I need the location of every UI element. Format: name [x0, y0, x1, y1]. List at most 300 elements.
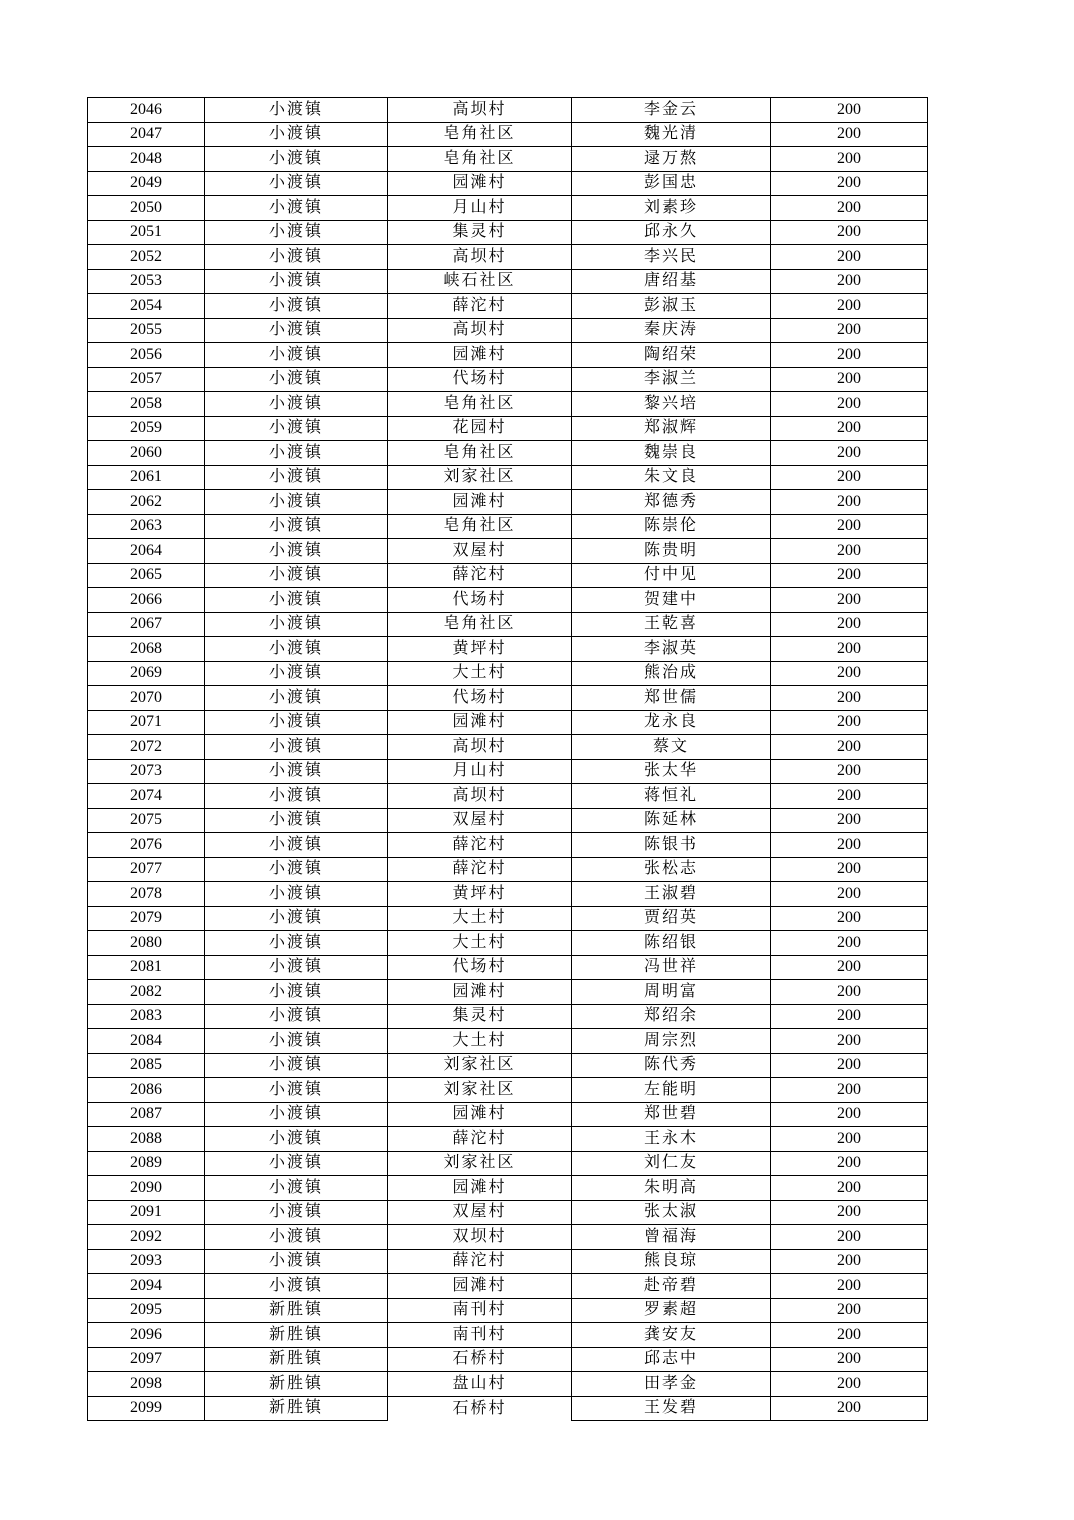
amount-cell: 200	[771, 710, 928, 735]
person-name-cell: 王永木	[572, 1127, 771, 1152]
town-cell: 小渡镇	[205, 465, 388, 490]
town-cell: 小渡镇	[205, 808, 388, 833]
serial-number-cell: 2057	[88, 367, 205, 392]
person-name-cell: 龚安友	[572, 1323, 771, 1348]
table-row	[88, 1151, 928, 1176]
table-row	[88, 563, 928, 588]
town-cell: 小渡镇	[205, 196, 388, 221]
amount-cell: 200	[771, 294, 928, 319]
village-cell: 双坝村	[388, 1225, 572, 1250]
village-cell: 南刊村	[388, 1323, 572, 1348]
person-name-cell: 蔡文	[572, 735, 771, 760]
amount-cell: 200	[771, 857, 928, 882]
table-row	[88, 612, 928, 637]
village-cell: 峡石社区	[388, 269, 572, 294]
table-row	[88, 808, 928, 833]
person-name-cell: 郑世儒	[572, 686, 771, 711]
village-cell: 花园村	[388, 416, 572, 441]
serial-number-cell: 2081	[88, 955, 205, 980]
table-row	[88, 539, 928, 564]
serial-number-cell: 2073	[88, 759, 205, 784]
person-name-cell: 贾绍英	[572, 906, 771, 931]
person-name-cell: 陶绍荣	[572, 343, 771, 368]
table-row	[88, 661, 928, 686]
town-cell: 小渡镇	[205, 220, 388, 245]
table-row	[88, 1004, 928, 1029]
table-row	[88, 1372, 928, 1397]
amount-cell: 200	[771, 1249, 928, 1274]
serial-number-cell: 2082	[88, 980, 205, 1005]
village-cell: 黄坪村	[388, 637, 572, 662]
table-row	[88, 441, 928, 466]
serial-number-cell: 2080	[88, 931, 205, 956]
town-cell: 小渡镇	[205, 1053, 388, 1078]
serial-number-cell: 2055	[88, 318, 205, 343]
person-name-cell: 张太华	[572, 759, 771, 784]
village-cell: 刘家社区	[388, 465, 572, 490]
serial-number-cell: 2076	[88, 833, 205, 858]
serial-number-cell: 2046	[88, 98, 205, 123]
town-cell: 小渡镇	[205, 833, 388, 858]
town-cell: 新胜镇	[205, 1347, 388, 1372]
town-cell: 小渡镇	[205, 1200, 388, 1225]
table-row	[88, 1053, 928, 1078]
town-cell: 小渡镇	[205, 1127, 388, 1152]
person-name-cell: 熊良琼	[572, 1249, 771, 1274]
amount-cell: 200	[771, 98, 928, 123]
person-name-cell: 魏崇良	[572, 441, 771, 466]
serial-number-cell: 2083	[88, 1004, 205, 1029]
table-row	[88, 220, 928, 245]
town-cell: 小渡镇	[205, 392, 388, 417]
table-row	[88, 514, 928, 539]
table-row	[88, 1323, 928, 1348]
person-name-cell: 张松志	[572, 857, 771, 882]
table-row	[88, 637, 928, 662]
serial-number-cell: 2088	[88, 1127, 205, 1152]
town-cell: 小渡镇	[205, 1225, 388, 1250]
table-row	[88, 1298, 928, 1323]
serial-number-cell: 2058	[88, 392, 205, 417]
village-cell: 皂角社区	[388, 612, 572, 637]
table-row	[88, 1176, 928, 1201]
amount-cell: 200	[771, 392, 928, 417]
person-name-cell: 左能明	[572, 1078, 771, 1103]
amount-cell: 200	[771, 441, 928, 466]
person-name-cell: 李淑兰	[572, 367, 771, 392]
roster-table-body	[88, 98, 928, 1421]
person-name-cell: 陈绍银	[572, 931, 771, 956]
town-cell: 小渡镇	[205, 710, 388, 735]
serial-number-cell: 2065	[88, 563, 205, 588]
serial-number-cell: 2063	[88, 514, 205, 539]
amount-cell: 200	[771, 1004, 928, 1029]
table-row	[88, 245, 928, 270]
village-cell: 双屋村	[388, 808, 572, 833]
person-name-cell: 贺建中	[572, 588, 771, 613]
amount-cell: 200	[771, 1225, 928, 1250]
amount-cell: 200	[771, 416, 928, 441]
amount-cell: 200	[771, 1298, 928, 1323]
person-name-cell: 魏光清	[572, 122, 771, 147]
town-cell: 小渡镇	[205, 122, 388, 147]
person-name-cell: 王乾喜	[572, 612, 771, 637]
village-cell: 园滩村	[388, 710, 572, 735]
village-cell: 双屋村	[388, 1200, 572, 1225]
person-name-cell: 曾福海	[572, 1225, 771, 1250]
amount-cell: 200	[771, 1372, 928, 1397]
table-row	[88, 490, 928, 515]
serial-number-cell: 2085	[88, 1053, 205, 1078]
serial-number-cell: 2051	[88, 220, 205, 245]
village-cell: 皂角社区	[388, 441, 572, 466]
town-cell: 小渡镇	[205, 931, 388, 956]
village-cell: 薛沱村	[388, 1249, 572, 1274]
village-cell: 集灵村	[388, 1004, 572, 1029]
amount-cell: 200	[771, 539, 928, 564]
serial-number-cell: 2078	[88, 882, 205, 907]
serial-number-cell: 2084	[88, 1029, 205, 1054]
table-row	[88, 955, 928, 980]
table-row	[88, 343, 928, 368]
table-row	[88, 98, 928, 123]
table-row	[88, 710, 928, 735]
person-name-cell: 熊治成	[572, 661, 771, 686]
serial-number-cell: 2062	[88, 490, 205, 515]
person-name-cell: 田孝金	[572, 1372, 771, 1397]
village-cell: 园滩村	[388, 1176, 572, 1201]
person-name-cell: 陈崇伦	[572, 514, 771, 539]
amount-cell: 200	[771, 686, 928, 711]
table-row	[88, 147, 928, 172]
town-cell: 小渡镇	[205, 637, 388, 662]
table-row	[88, 784, 928, 809]
amount-cell: 200	[771, 1274, 928, 1299]
village-cell: 大土村	[388, 1029, 572, 1054]
serial-number-cell: 2098	[88, 1372, 205, 1397]
town-cell: 小渡镇	[205, 514, 388, 539]
person-name-cell: 陈银书	[572, 833, 771, 858]
town-cell: 小渡镇	[205, 490, 388, 515]
town-cell: 小渡镇	[205, 441, 388, 466]
person-name-cell: 朱文良	[572, 465, 771, 490]
village-cell: 代场村	[388, 588, 572, 613]
amount-cell: 200	[771, 1053, 928, 1078]
village-cell: 盘山村	[388, 1372, 572, 1397]
table-row	[88, 294, 928, 319]
town-cell: 新胜镇	[205, 1323, 388, 1348]
serial-number-cell: 2053	[88, 269, 205, 294]
village-cell: 高坝村	[388, 98, 572, 123]
person-name-cell: 郑德秀	[572, 490, 771, 515]
table-row	[88, 1127, 928, 1152]
table-row	[88, 367, 928, 392]
table-row	[88, 465, 928, 490]
village-cell: 皂角社区	[388, 514, 572, 539]
person-name-cell: 刘仁友	[572, 1151, 771, 1176]
town-cell: 小渡镇	[205, 882, 388, 907]
village-cell: 石桥村	[388, 1347, 572, 1372]
serial-number-cell: 2066	[88, 588, 205, 613]
town-cell: 小渡镇	[205, 1004, 388, 1029]
town-cell: 小渡镇	[205, 171, 388, 196]
amount-cell: 200	[771, 1396, 928, 1421]
amount-cell: 200	[771, 833, 928, 858]
town-cell: 小渡镇	[205, 416, 388, 441]
town-cell: 小渡镇	[205, 1029, 388, 1054]
village-cell: 双屋村	[388, 539, 572, 564]
table-row	[88, 1249, 928, 1274]
village-cell: 刘家社区	[388, 1151, 572, 1176]
serial-number-cell: 2047	[88, 122, 205, 147]
serial-number-cell: 2068	[88, 637, 205, 662]
person-name-cell: 彭淑玉	[572, 294, 771, 319]
town-cell: 小渡镇	[205, 343, 388, 368]
amount-cell: 200	[771, 882, 928, 907]
town-cell: 小渡镇	[205, 612, 388, 637]
village-cell: 薛沱村	[388, 1127, 572, 1152]
town-cell: 小渡镇	[205, 686, 388, 711]
amount-cell: 200	[771, 490, 928, 515]
village-cell: 石桥村	[388, 1396, 572, 1421]
town-cell: 小渡镇	[205, 588, 388, 613]
person-name-cell: 朱明高	[572, 1176, 771, 1201]
serial-number-cell: 2067	[88, 612, 205, 637]
table-row	[88, 857, 928, 882]
serial-number-cell: 2096	[88, 1323, 205, 1348]
village-cell: 代场村	[388, 367, 572, 392]
table-row	[88, 1102, 928, 1127]
table-row	[88, 980, 928, 1005]
person-name-cell: 罗素超	[572, 1298, 771, 1323]
amount-cell: 200	[771, 955, 928, 980]
village-cell: 园滩村	[388, 343, 572, 368]
serial-number-cell: 2093	[88, 1249, 205, 1274]
person-name-cell: 李兴民	[572, 245, 771, 270]
village-cell: 皂角社区	[388, 392, 572, 417]
table-row	[88, 269, 928, 294]
town-cell: 小渡镇	[205, 1249, 388, 1274]
serial-number-cell: 2095	[88, 1298, 205, 1323]
amount-cell: 200	[771, 318, 928, 343]
table-row	[88, 392, 928, 417]
town-cell: 小渡镇	[205, 735, 388, 760]
serial-number-cell: 2060	[88, 441, 205, 466]
amount-cell: 200	[771, 343, 928, 368]
table-row	[88, 1029, 928, 1054]
town-cell: 小渡镇	[205, 147, 388, 172]
serial-number-cell: 2091	[88, 1200, 205, 1225]
table-row	[88, 1200, 928, 1225]
serial-number-cell: 2089	[88, 1151, 205, 1176]
village-cell: 薛沱村	[388, 294, 572, 319]
serial-number-cell: 2049	[88, 171, 205, 196]
village-cell: 代场村	[388, 686, 572, 711]
serial-number-cell: 2056	[88, 343, 205, 368]
person-name-cell: 王发碧	[572, 1396, 771, 1421]
town-cell: 小渡镇	[205, 269, 388, 294]
table-row	[88, 122, 928, 147]
town-cell: 新胜镇	[205, 1396, 388, 1421]
table-row	[88, 171, 928, 196]
table-row	[88, 882, 928, 907]
serial-number-cell: 2077	[88, 857, 205, 882]
roster-table	[87, 97, 928, 1421]
village-cell: 高坝村	[388, 245, 572, 270]
village-cell: 薛沱村	[388, 563, 572, 588]
village-cell: 园滩村	[388, 1274, 572, 1299]
serial-number-cell: 2064	[88, 539, 205, 564]
amount-cell: 200	[771, 1323, 928, 1348]
town-cell: 小渡镇	[205, 759, 388, 784]
person-name-cell: 邱永久	[572, 220, 771, 245]
town-cell: 小渡镇	[205, 661, 388, 686]
amount-cell: 200	[771, 563, 928, 588]
serial-number-cell: 2090	[88, 1176, 205, 1201]
serial-number-cell: 2071	[88, 710, 205, 735]
village-cell: 高坝村	[388, 318, 572, 343]
town-cell: 小渡镇	[205, 980, 388, 1005]
amount-cell: 200	[771, 147, 928, 172]
person-name-cell: 龙永良	[572, 710, 771, 735]
amount-cell: 200	[771, 661, 928, 686]
amount-cell: 200	[771, 612, 928, 637]
village-cell: 黄坪村	[388, 882, 572, 907]
amount-cell: 200	[771, 1151, 928, 1176]
town-cell: 小渡镇	[205, 906, 388, 931]
table-row	[88, 588, 928, 613]
village-cell: 园滩村	[388, 980, 572, 1005]
town-cell: 新胜镇	[205, 1372, 388, 1397]
village-cell: 月山村	[388, 759, 572, 784]
person-name-cell: 陈代秀	[572, 1053, 771, 1078]
town-cell: 小渡镇	[205, 563, 388, 588]
amount-cell: 200	[771, 1078, 928, 1103]
village-cell: 大土村	[388, 906, 572, 931]
person-name-cell: 赴帝碧	[572, 1274, 771, 1299]
amount-cell: 200	[771, 637, 928, 662]
amount-cell: 200	[771, 1127, 928, 1152]
village-cell: 园滩村	[388, 1102, 572, 1127]
table-row	[88, 931, 928, 956]
village-cell: 园滩村	[388, 490, 572, 515]
person-name-cell: 蒋恒礼	[572, 784, 771, 809]
village-cell: 南刊村	[388, 1298, 572, 1323]
amount-cell: 200	[771, 122, 928, 147]
town-cell: 小渡镇	[205, 857, 388, 882]
village-cell: 月山村	[388, 196, 572, 221]
village-cell: 集灵村	[388, 220, 572, 245]
table-row	[88, 735, 928, 760]
amount-cell: 200	[771, 367, 928, 392]
table-row	[88, 416, 928, 441]
town-cell: 小渡镇	[205, 539, 388, 564]
village-cell: 薛沱村	[388, 857, 572, 882]
serial-number-cell: 2075	[88, 808, 205, 833]
person-name-cell: 李淑英	[572, 637, 771, 662]
person-name-cell: 付中见	[572, 563, 771, 588]
town-cell: 小渡镇	[205, 1151, 388, 1176]
serial-number-cell: 2054	[88, 294, 205, 319]
serial-number-cell: 2074	[88, 784, 205, 809]
table-row	[88, 1347, 928, 1372]
person-name-cell: 黎兴培	[572, 392, 771, 417]
person-name-cell: 陈延林	[572, 808, 771, 833]
village-cell: 园滩村	[388, 171, 572, 196]
amount-cell: 200	[771, 1176, 928, 1201]
town-cell: 新胜镇	[205, 1298, 388, 1323]
serial-number-cell: 2087	[88, 1102, 205, 1127]
town-cell: 小渡镇	[205, 784, 388, 809]
amount-cell: 200	[771, 269, 928, 294]
person-name-cell: 秦庆涛	[572, 318, 771, 343]
amount-cell: 200	[771, 245, 928, 270]
table-row	[88, 318, 928, 343]
person-name-cell: 冯世祥	[572, 955, 771, 980]
serial-number-cell: 2092	[88, 1225, 205, 1250]
amount-cell: 200	[771, 1029, 928, 1054]
village-cell: 高坝村	[388, 784, 572, 809]
serial-number-cell: 2094	[88, 1274, 205, 1299]
amount-cell: 200	[771, 906, 928, 931]
amount-cell: 200	[771, 171, 928, 196]
person-name-cell: 周明富	[572, 980, 771, 1005]
village-cell: 刘家社区	[388, 1053, 572, 1078]
serial-number-cell: 2048	[88, 147, 205, 172]
amount-cell: 200	[771, 735, 928, 760]
serial-number-cell: 2050	[88, 196, 205, 221]
amount-cell: 200	[771, 980, 928, 1005]
village-cell: 大土村	[388, 661, 572, 686]
town-cell: 小渡镇	[205, 245, 388, 270]
person-name-cell: 邱志中	[572, 1347, 771, 1372]
person-name-cell: 唐绍基	[572, 269, 771, 294]
village-cell: 皂角社区	[388, 147, 572, 172]
town-cell: 小渡镇	[205, 1102, 388, 1127]
amount-cell: 200	[771, 808, 928, 833]
amount-cell: 200	[771, 1200, 928, 1225]
serial-number-cell: 2070	[88, 686, 205, 711]
person-name-cell: 刘素珍	[572, 196, 771, 221]
table-row	[88, 1396, 928, 1421]
person-name-cell: 逯万熬	[572, 147, 771, 172]
person-name-cell: 郑绍余	[572, 1004, 771, 1029]
person-name-cell: 彭国忠	[572, 171, 771, 196]
town-cell: 小渡镇	[205, 98, 388, 123]
person-name-cell: 郑世碧	[572, 1102, 771, 1127]
town-cell: 小渡镇	[205, 367, 388, 392]
town-cell: 小渡镇	[205, 318, 388, 343]
amount-cell: 200	[771, 196, 928, 221]
table-row	[88, 1274, 928, 1299]
table-row	[88, 196, 928, 221]
town-cell: 小渡镇	[205, 294, 388, 319]
table-row	[88, 906, 928, 931]
person-name-cell: 王淑碧	[572, 882, 771, 907]
serial-number-cell: 2099	[88, 1396, 205, 1421]
town-cell: 小渡镇	[205, 955, 388, 980]
amount-cell: 200	[771, 465, 928, 490]
serial-number-cell: 2072	[88, 735, 205, 760]
town-cell: 小渡镇	[205, 1274, 388, 1299]
village-cell: 皂角社区	[388, 122, 572, 147]
village-cell: 刘家社区	[388, 1078, 572, 1103]
amount-cell: 200	[771, 1347, 928, 1372]
village-cell: 薛沱村	[388, 833, 572, 858]
serial-number-cell: 2086	[88, 1078, 205, 1103]
village-cell: 代场村	[388, 955, 572, 980]
person-name-cell: 张太淑	[572, 1200, 771, 1225]
